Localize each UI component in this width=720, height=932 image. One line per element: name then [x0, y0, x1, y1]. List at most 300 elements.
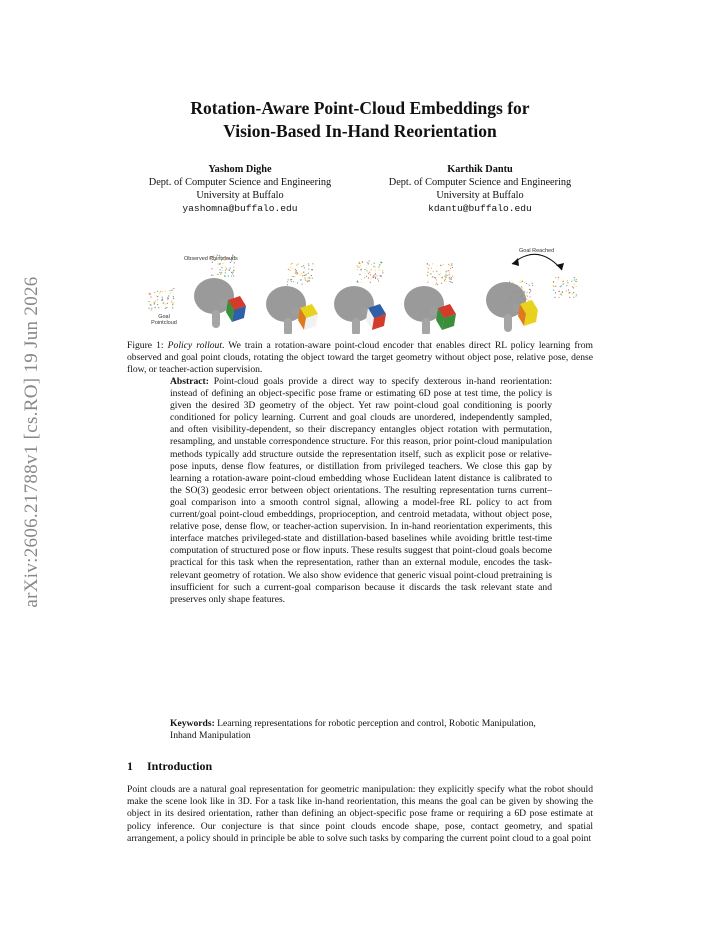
point-cloud-dot: [569, 297, 570, 298]
point-cloud-dot: [445, 277, 446, 278]
point-cloud-dot: [366, 267, 367, 268]
point-cloud-dot: [522, 281, 523, 282]
point-cloud-dot: [368, 277, 369, 278]
figure-policy-rollout: [140, 244, 580, 334]
point-cloud-dot: [294, 281, 295, 282]
point-cloud-dot: [436, 271, 437, 272]
point-cloud-dot: [427, 263, 428, 264]
point-cloud-dot: [226, 268, 227, 269]
point-cloud-dot: [563, 284, 564, 285]
point-cloud-dot: [300, 274, 301, 275]
point-cloud-dot: [308, 268, 309, 269]
point-cloud-dot: [553, 282, 554, 283]
point-cloud-dot: [526, 295, 527, 296]
point-cloud-dot: [434, 277, 435, 278]
point-cloud-dot: [171, 306, 172, 307]
section-number: 1: [127, 759, 133, 773]
point-cloud-dot: [293, 282, 294, 283]
point-cloud-dot: [363, 282, 364, 283]
point-cloud-dot: [172, 303, 173, 304]
point-cloud-dot: [373, 266, 374, 267]
goal-reached-label: Goal Reached: [519, 248, 555, 254]
point-cloud-dot: [364, 272, 365, 273]
point-cloud-dot: [225, 270, 226, 271]
point-cloud-dot: [366, 276, 367, 277]
point-cloud-dot: [309, 280, 310, 281]
point-cloud-dot: [149, 294, 150, 295]
point-cloud-dot: [439, 274, 440, 275]
point-cloud-dot: [211, 268, 212, 269]
point-cloud-dot: [375, 267, 376, 268]
keywords-label: Keywords:: [170, 718, 215, 729]
point-cloud-dot: [562, 291, 563, 292]
abstract-label: Abstract:: [170, 376, 209, 387]
author-email: kdantu@buffalo.edu: [428, 203, 532, 214]
point-cloud-dot: [301, 266, 302, 267]
point-cloud-dot: [173, 298, 174, 299]
point-cloud-dot: [289, 270, 290, 271]
point-cloud-dot: [215, 264, 216, 265]
point-cloud-dot: [357, 281, 358, 282]
point-cloud-dot: [558, 291, 559, 292]
point-cloud-dot: [212, 275, 213, 276]
title-line-2: Vision-Based In-Hand Reorientation: [223, 121, 497, 141]
author-1: [130, 163, 350, 215]
point-cloud-dot: [308, 273, 309, 274]
point-cloud-dot: [428, 268, 429, 269]
point-cloud-dot: [211, 275, 212, 276]
point-cloud-dot: [227, 269, 228, 270]
point-cloud-dot: [172, 304, 173, 305]
point-cloud-dot: [360, 263, 361, 264]
section-title: Introduction: [147, 759, 213, 773]
title-line-1: Rotation-Aware Point-Cloud Embeddings for: [190, 98, 530, 118]
point-cloud-dot: [167, 297, 168, 298]
point-cloud-dot: [524, 282, 525, 283]
point-cloud-dot: [222, 270, 223, 271]
point-cloud-dot: [219, 272, 220, 273]
point-cloud-dot: [526, 298, 527, 299]
point-cloud-dot: [159, 293, 160, 294]
abstract-text: Point-cloud goals provide a direct way to specify dexterous in-hand reorientation: instead of defining an object-specific pose frame or estimating 6D pose at test time, the policy is given the desired 3D geometry of the object. Yet raw point-cloud goal conditioning is poorly conditioned for policy learning. Current and goal clouds are unordered, independently sampled, and often visibility-dependent, so their discrepancy entangles object rotation with permutation, resampling, and unstable correspondence structure. For this reason, prior point-cloud manipulation methods typically add structure outside the representation itself, such as explicit pose or relative-pose inputs, dense flow features, or distillation from privileged teachers. We close this gap by learning a rotation-aware point-cloud embedding whose Euclidean latent distance is calibrated to the SO(3) geodesic error between object orientations. The resulting representation turns current–goal comparison into a smooth control signal, allowing a model-free RL policy to act from current/goal point-cloud embeddings, proprioception, and centroid metadata, without object pose, relative pose, dense flow, or teacher-action supervision. In in-hand reorientation experiments, this interface matches privileged-state and distillation-based baselines while avoiding brittle test-time computation of structured pose or flow inputs. These results suggest that point-cloud goals become practical for this task when the representation, rather than an external module, encodes the task-relevant geometry of rotation. We also show evidence that generic visual point-cloud pretraining is insufficient for such a current-goal comparison because it discards the task relevant state and preserves only shape features.: [170, 376, 552, 605]
point-cloud-dot: [304, 277, 305, 278]
point-cloud-dot: [567, 280, 568, 281]
point-cloud-dot: [529, 292, 530, 293]
author-2: [370, 163, 590, 215]
point-cloud-dot: [150, 296, 151, 297]
point-cloud-dot: [287, 284, 288, 285]
point-cloud-dot: [171, 300, 172, 301]
point-cloud-dot: [232, 272, 233, 273]
keywords: [170, 718, 552, 742]
point-cloud-dot: [555, 277, 556, 278]
point-cloud-dot: [427, 275, 428, 276]
point-cloud-dot: [444, 280, 445, 281]
point-cloud-dot: [440, 273, 441, 274]
point-cloud-dot: [233, 270, 234, 271]
point-cloud-dot: [296, 264, 297, 265]
point-cloud-dot: [172, 289, 173, 290]
point-cloud-dot: [303, 282, 304, 283]
point-cloud-dot: [221, 272, 222, 273]
point-cloud-dot: [368, 273, 369, 274]
point-cloud-dot: [552, 285, 553, 286]
point-cloud-dot: [522, 287, 523, 288]
point-cloud-dot: [301, 273, 302, 274]
intro-paragraph: Point clouds are a natural goal representation for geometric manipulation: they explicitly specify what the robot should make the scene look like in 3D. For a task like in-hand reorientation, this means the goal can be given by showing the object in its desired orientation, rather than defining an object-specific pose frame or requiring a 6D pose estimate at policy inference. Our conjecture is that since point clouds encode shape, pose, contact geometry, and spatial arrangement, a policy should in principle be able to solve such tasks by comparing the current point cloud to a goal point: [127, 784, 593, 844]
point-cloud-dot: [303, 265, 304, 266]
point-cloud-dot: [149, 293, 150, 294]
point-cloud-dot: [234, 262, 235, 263]
point-cloud-dot: [369, 260, 370, 261]
point-cloud-dot: [305, 284, 306, 285]
point-cloud-dot: [450, 268, 451, 269]
point-cloud-dot: [157, 304, 158, 305]
point-cloud-dot: [557, 282, 558, 283]
point-cloud-dot: [158, 307, 159, 308]
point-cloud-dot: [563, 281, 564, 282]
point-cloud-dot: [362, 261, 363, 262]
point-cloud-dot: [574, 284, 575, 285]
point-cloud-dot: [154, 303, 155, 304]
point-cloud-dot: [576, 286, 577, 287]
point-cloud-dot: [290, 267, 291, 268]
author-univ: University at Buffalo: [196, 190, 284, 201]
point-cloud-dot: [294, 276, 295, 277]
point-cloud-dot: [157, 296, 158, 297]
point-cloud-dot: [569, 292, 570, 293]
point-cloud-dot: [298, 281, 299, 282]
point-cloud-dot: [427, 272, 428, 273]
point-cloud-dot: [445, 274, 446, 275]
point-cloud-dot: [382, 272, 383, 273]
point-cloud-dot: [445, 279, 446, 280]
point-cloud-dot: [554, 293, 555, 294]
point-cloud-dot: [436, 279, 437, 280]
point-cloud-dot: [288, 279, 289, 280]
point-cloud-dot: [295, 269, 296, 270]
point-cloud-dot: [359, 263, 360, 264]
point-cloud-dot: [311, 275, 312, 276]
point-cloud-dot: [305, 279, 306, 280]
point-cloud-dot: [443, 264, 444, 265]
point-cloud-dot: [308, 276, 309, 277]
point-cloud-dot: [306, 274, 307, 275]
point-cloud-dot: [312, 278, 313, 279]
point-cloud-dot: [217, 263, 218, 264]
point-cloud-dot: [173, 296, 174, 297]
point-cloud-dot: [228, 275, 229, 276]
point-cloud-dot: [358, 266, 359, 267]
point-cloud-dot: [164, 303, 165, 304]
point-cloud-dot: [528, 300, 529, 301]
point-cloud-dot: [171, 290, 172, 291]
point-cloud-dot: [573, 287, 574, 288]
point-cloud-dot: [300, 279, 301, 280]
point-cloud-dot: [231, 275, 232, 276]
point-cloud-dot: [449, 281, 450, 282]
point-cloud-dot: [530, 290, 531, 291]
point-cloud-dot: [528, 284, 529, 285]
point-cloud-dot: [371, 269, 372, 270]
point-cloud-dot: [162, 299, 163, 300]
point-cloud-dot: [370, 282, 371, 283]
point-cloud-dot: [451, 277, 452, 278]
point-cloud-dot: [172, 292, 173, 293]
point-cloud-dot: [367, 262, 368, 263]
point-cloud-dot: [309, 277, 310, 278]
point-cloud-dot: [529, 284, 530, 285]
point-cloud-dot: [375, 277, 376, 278]
point-cloud-dot: [449, 265, 450, 266]
author-dept: Dept. of Computer Science and Engineering: [148, 177, 332, 188]
point-cloud-dot: [381, 262, 382, 263]
point-cloud-dot: [167, 298, 168, 299]
point-cloud-dot: [427, 280, 428, 281]
point-cloud-dot: [379, 269, 380, 270]
point-cloud-dot: [445, 275, 446, 276]
point-cloud-dot: [576, 281, 577, 282]
point-cloud-dot: [449, 274, 450, 275]
point-cloud-dot: [307, 281, 308, 282]
point-cloud-dot: [527, 293, 528, 294]
point-cloud-dot: [360, 269, 361, 270]
point-cloud-dot: [526, 283, 527, 284]
point-cloud-dot: [443, 269, 444, 270]
point-cloud-dot: [431, 267, 432, 268]
point-cloud-dot: [161, 287, 162, 288]
point-cloud-dot: [167, 303, 168, 304]
point-cloud-dot: [359, 262, 360, 263]
robot-finger: [352, 318, 360, 334]
point-cloud-dot: [382, 277, 383, 278]
robot-finger: [284, 318, 292, 334]
author-univ: University at Buffalo: [436, 190, 524, 201]
point-cloud-dot: [214, 272, 215, 273]
point-cloud-dot: [512, 282, 513, 283]
point-cloud-dot: [163, 302, 164, 303]
point-cloud-dot: [306, 280, 307, 281]
point-cloud-dot: [553, 298, 554, 299]
point-cloud-dot: [298, 263, 299, 264]
point-cloud-dot: [373, 261, 374, 262]
arxiv-identifier: [12, 262, 52, 622]
point-cloud-dot: [559, 297, 560, 298]
point-cloud-dot: [369, 272, 370, 273]
point-cloud-dot: [220, 263, 221, 264]
point-cloud-dot: [572, 278, 573, 279]
point-cloud-dot: [155, 302, 156, 303]
section-heading: [127, 759, 212, 774]
point-cloud-dot: [287, 281, 288, 282]
figure-caption: [127, 340, 593, 377]
point-cloud-dot: [148, 301, 149, 302]
point-cloud-dot: [435, 277, 436, 278]
point-cloud-dot: [166, 307, 167, 308]
author-email: yashomna@buffalo.edu: [182, 203, 298, 214]
point-cloud-dot: [519, 281, 520, 282]
point-cloud-dot: [225, 267, 226, 268]
point-cloud-dot: [429, 265, 430, 266]
author-dept: Dept. of Computer Science and Engineering: [388, 177, 572, 188]
point-cloud-dot: [436, 282, 437, 283]
point-cloud-dot: [151, 308, 152, 309]
point-cloud-dot: [529, 294, 530, 295]
point-cloud-dot: [437, 284, 438, 285]
goal-label-line-2: Pointcloud: [151, 320, 177, 326]
point-cloud-dot: [576, 294, 577, 295]
point-cloud-dot: [223, 263, 224, 264]
point-cloud-dot: [168, 295, 169, 296]
point-cloud-dot: [376, 275, 377, 276]
point-cloud-dot: [448, 283, 449, 284]
point-cloud-dot: [574, 277, 575, 278]
point-cloud-dot: [566, 290, 567, 291]
point-cloud-dot: [360, 265, 361, 266]
arrow-head: [512, 258, 519, 266]
point-cloud-dot: [233, 266, 234, 267]
point-cloud-dot: [150, 304, 151, 305]
keywords-text: Learning representations for robotic perception and control, Robotic Manipulation, Inhand Manipulation: [170, 718, 536, 742]
point-cloud-dot: [371, 279, 372, 280]
point-cloud-dot: [531, 283, 532, 284]
point-cloud-dot: [233, 275, 234, 276]
point-cloud-dot: [554, 297, 555, 298]
point-cloud-dot: [452, 267, 453, 268]
point-cloud-dot: [220, 274, 221, 275]
point-cloud-dot: [155, 307, 156, 308]
point-cloud-dot: [429, 273, 430, 274]
point-cloud-dot: [173, 304, 174, 305]
point-cloud-dot: [308, 277, 309, 278]
point-cloud-dot: [382, 270, 383, 271]
point-cloud-dot: [559, 294, 560, 295]
robot-finger: [212, 310, 220, 328]
point-cloud-dot: [303, 279, 304, 280]
point-cloud-dot: [373, 275, 374, 276]
point-cloud-dot: [440, 272, 441, 273]
point-cloud-dot: [295, 273, 296, 274]
point-cloud-dot: [436, 265, 437, 266]
point-cloud-dot: [156, 295, 157, 296]
point-cloud-dot: [561, 294, 562, 295]
point-cloud-dot: [292, 276, 293, 277]
point-cloud-dot: [173, 288, 174, 289]
point-cloud-dot: [446, 270, 447, 271]
point-cloud-dot: [553, 286, 554, 287]
point-cloud-dot: [445, 271, 446, 272]
point-cloud-dot: [430, 273, 431, 274]
point-cloud-dot: [305, 270, 306, 271]
point-cloud-dot: [451, 265, 452, 266]
point-cloud-dot: [532, 285, 533, 286]
point-cloud-dot: [378, 266, 379, 267]
point-cloud-dot: [361, 282, 362, 283]
point-cloud-dot: [432, 270, 433, 271]
point-cloud-dot: [231, 272, 232, 273]
point-cloud-dot: [575, 295, 576, 296]
point-cloud-dot: [303, 271, 304, 272]
goal-label-line-1: Goal: [158, 314, 170, 320]
caption-prefix: Figure 1:: [127, 340, 168, 351]
point-cloud-dot: [232, 273, 233, 274]
point-cloud-dot: [357, 273, 358, 274]
point-cloud-dot: [576, 279, 577, 280]
point-cloud-dot: [377, 278, 378, 279]
point-cloud-dot: [452, 276, 453, 277]
point-cloud-dot: [530, 289, 531, 290]
point-cloud-dot: [450, 281, 451, 282]
point-cloud-dot: [157, 299, 158, 300]
point-cloud-dot: [357, 269, 358, 270]
point-cloud-dot: [288, 269, 289, 270]
point-cloud-dot: [296, 270, 297, 271]
point-cloud-dot: [312, 263, 313, 264]
point-cloud-dot: [224, 276, 225, 277]
point-cloud-dot: [291, 263, 292, 264]
point-cloud-dot: [165, 291, 166, 292]
point-cloud-dot: [221, 267, 222, 268]
point-cloud-dot: [157, 309, 158, 310]
point-cloud-dot: [568, 289, 569, 290]
point-cloud-dot: [561, 285, 562, 286]
point-cloud-dot: [574, 279, 575, 280]
point-cloud-dot: [219, 269, 220, 270]
point-cloud-dot: [374, 275, 375, 276]
point-cloud-dot: [170, 293, 171, 294]
point-cloud-dot: [374, 274, 375, 275]
point-cloud-dot: [169, 290, 170, 291]
point-cloud-dot: [160, 294, 161, 295]
point-cloud-dot: [555, 286, 556, 287]
observed-pointclouds-label: Observed Pointclouds: [184, 256, 238, 262]
point-cloud-dot: [230, 267, 231, 268]
abstract: [170, 376, 552, 606]
point-cloud-dot: [304, 275, 305, 276]
point-cloud-dot: [366, 270, 367, 271]
point-cloud-dot: [561, 293, 562, 294]
point-cloud-dot: [148, 308, 149, 309]
point-cloud-dot: [452, 282, 453, 283]
point-cloud-dot: [555, 292, 556, 293]
point-cloud-dot: [308, 265, 309, 266]
point-cloud-dot: [449, 278, 450, 279]
point-cloud-dot: [304, 273, 305, 274]
point-cloud-dot: [357, 265, 358, 266]
point-cloud-dot: [162, 300, 163, 301]
point-cloud-dot: [378, 280, 379, 281]
point-cloud-dot: [370, 274, 371, 275]
point-cloud-dot: [165, 307, 166, 308]
point-cloud-dot: [359, 274, 360, 275]
point-cloud-dot: [163, 307, 164, 308]
point-cloud-dot: [162, 297, 163, 298]
point-cloud-dot: [557, 279, 558, 280]
point-cloud-dot: [448, 264, 449, 265]
point-cloud-dot: [297, 282, 298, 283]
point-cloud-dot: [361, 279, 362, 280]
point-cloud-dot: [220, 265, 221, 266]
point-cloud-dot: [446, 281, 447, 282]
goal-reached-arrow: [512, 254, 562, 270]
point-cloud-dot: [312, 269, 313, 270]
point-cloud-dot: [380, 264, 381, 265]
point-cloud-dot: [432, 276, 433, 277]
paper-title: [100, 97, 620, 143]
point-cloud-dot: [364, 277, 365, 278]
point-cloud-dot: [155, 300, 156, 301]
robot-finger: [504, 314, 512, 332]
